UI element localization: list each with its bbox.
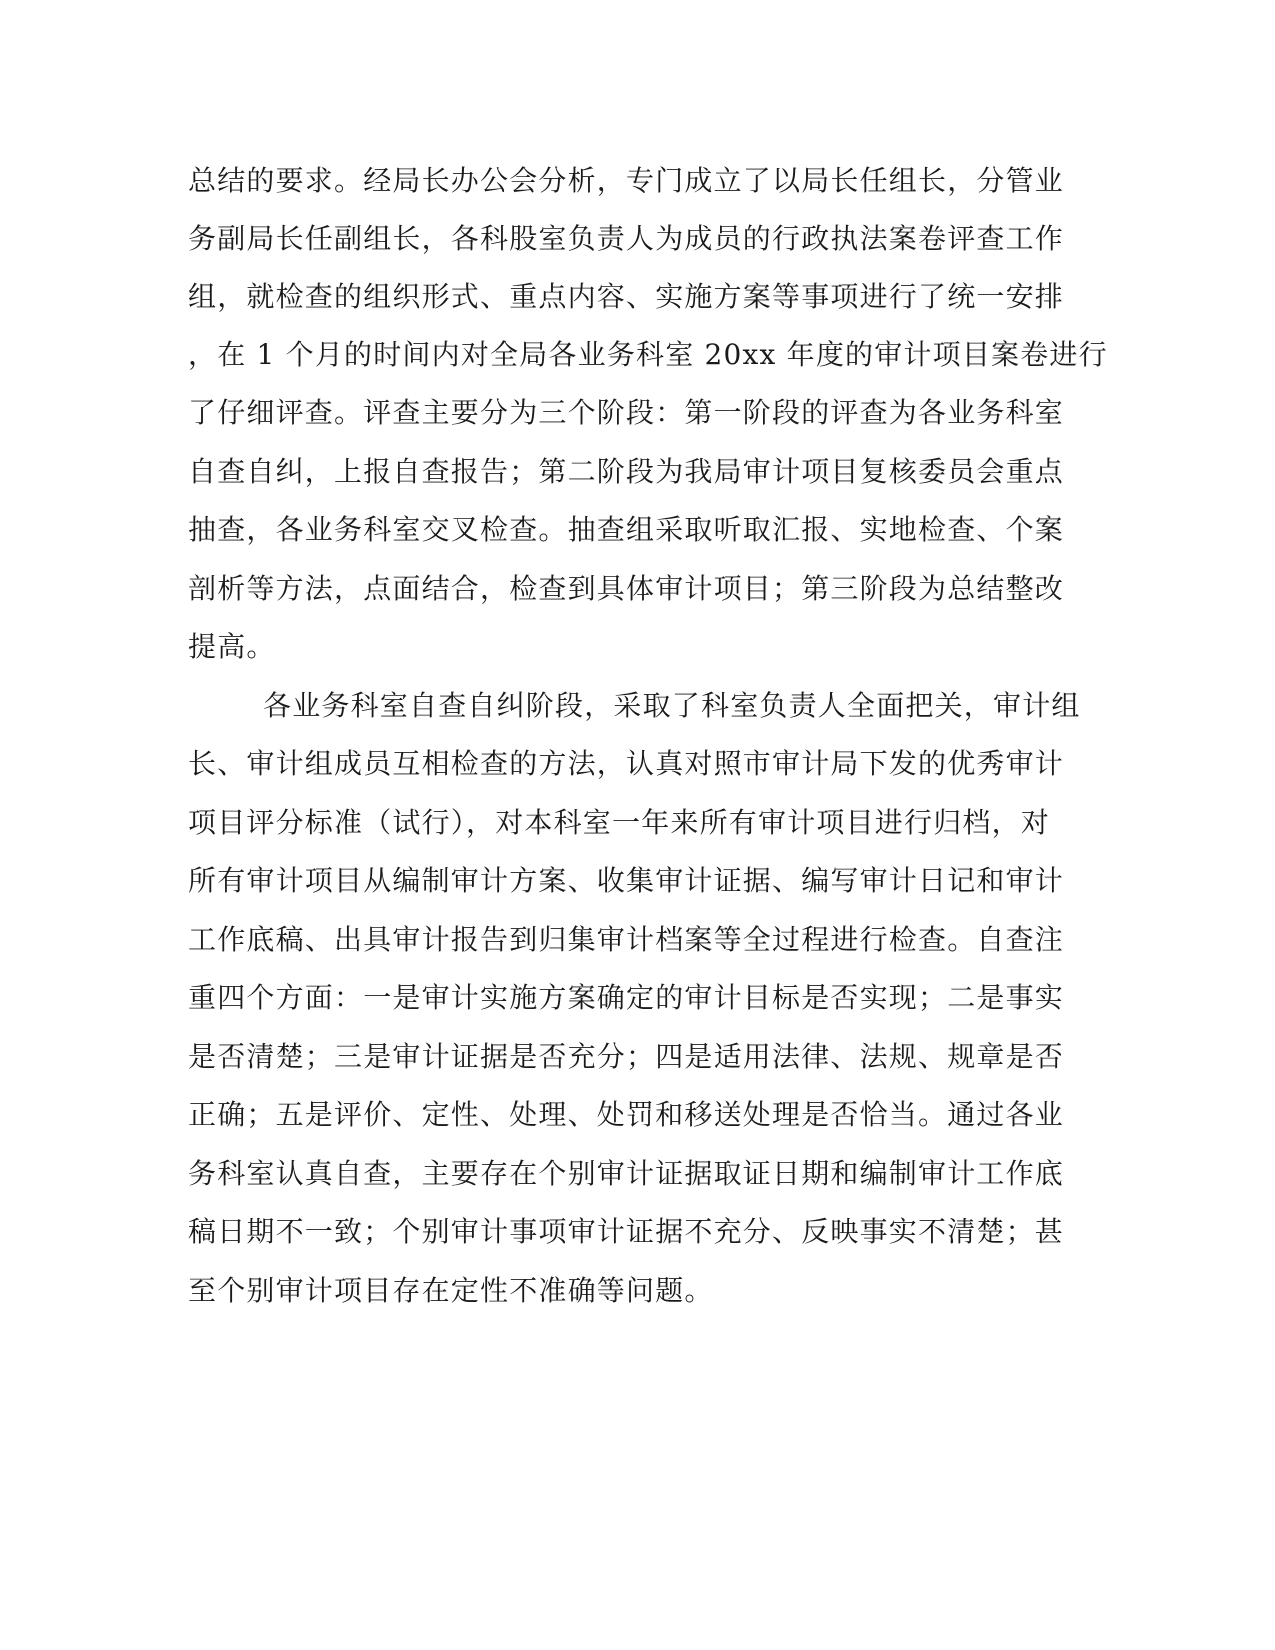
text-line: 了仔细评查。评查主要分为三个阶段：第一阶段的评查为各业务科室 [188, 396, 1065, 429]
text-line: 稿日期不一致；个别审计事项审计证据不充分、反映事实不清楚；甚 [188, 1215, 1065, 1248]
text-line: 务科室认真自查，主要存在个别审计证据取证日期和编制审计工作底 [188, 1157, 1065, 1190]
text-line: 重四个方面：一是审计实施方案确定的审计目标是否实现；二是事实 [188, 981, 1065, 1014]
text-line: 组，就检查的组织形式、重点内容、实施方案等事项进行了统一安排 [188, 280, 1065, 313]
text-line: 提高。 [188, 630, 276, 663]
text-line: ，在 1 个月的时间内对全局各业务科室 20xx 年度的审计项目案卷进行 [188, 338, 1108, 371]
text-line: 是否清楚；三是审计证据是否充分；四是适用法律、法规、规章是否 [188, 1040, 1065, 1073]
text-line: 抽查，各业务科室交叉检查。抽查组采取听取汇报、实地检查、个案 [188, 513, 1065, 546]
text-line: 长、审计组成员互相检查的方法，认真对照市审计局下发的优秀审计 [188, 747, 1065, 780]
text-line: 各业务科室自查自纠阶段，采取了科室负责人全面把关，审计组 [263, 689, 1081, 722]
text-line: 工作底稿、出具审计报告到归集审计档案等全过程进行检查。自查注 [188, 923, 1065, 956]
text-line: 项目评分标准（试行），对本科室一年来所有审计项目进行归档，对 [188, 806, 1051, 839]
text-line: 总结的要求。经局长办公会分析，专门成立了以局长任组长，分管业 [188, 164, 1065, 197]
text-line: 所有审计项目从编制审计方案、收集审计证据、编写审计日记和审计 [188, 864, 1065, 897]
text-line: 至个别审计项目存在定性不准确等问题。 [188, 1274, 714, 1307]
text-line: 正确；五是评价、定性、处理、处罚和移送处理是否恰当。通过各业 [188, 1098, 1065, 1131]
text-line: 剖析等方法，点面结合，检查到具体审计项目；第三阶段为总结整改 [188, 572, 1065, 605]
text-line: 务副局长任副组长，各科股室负责人为成员的行政执法案卷评查工作 [188, 222, 1065, 255]
text-line: 自查自纠，上报自查报告；第二阶段为我局审计项目复核委员会重点 [188, 455, 1065, 488]
